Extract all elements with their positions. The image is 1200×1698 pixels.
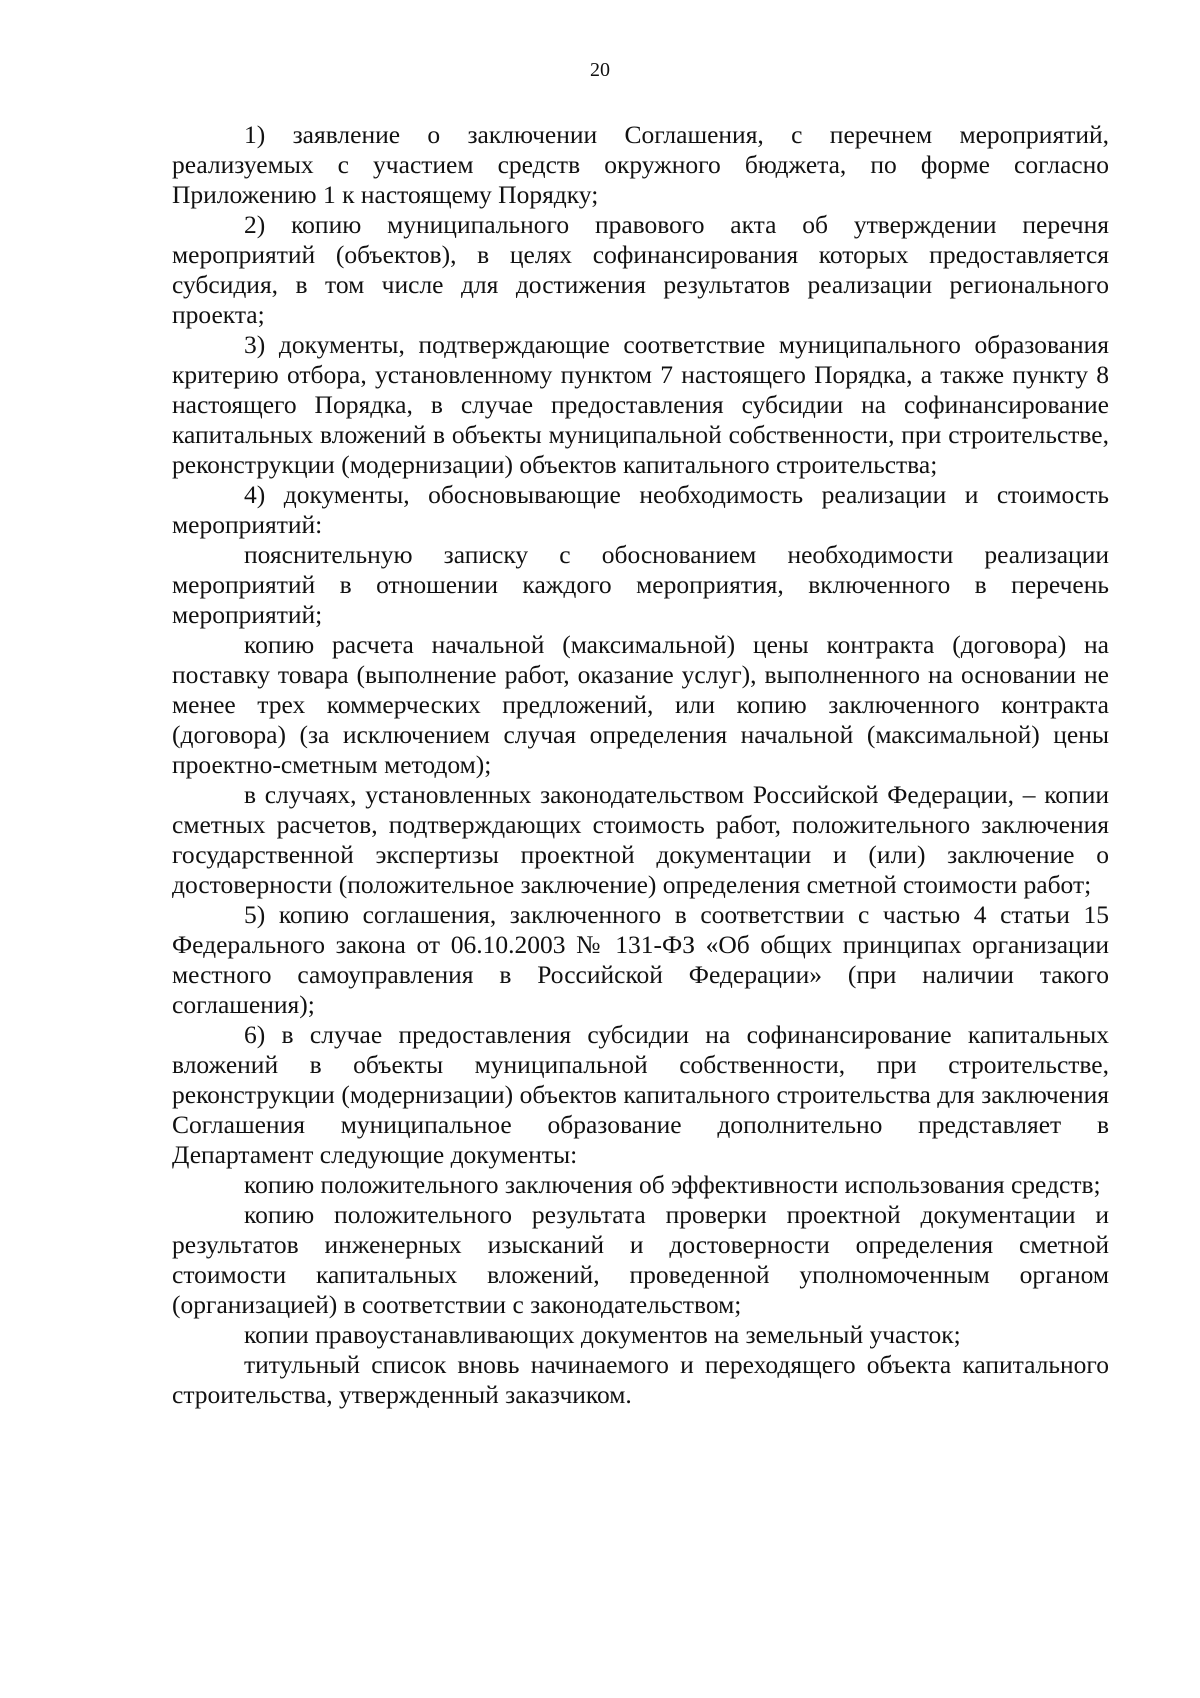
paragraph-item-6: 6) в случае предоставления субсидии на софинансирование капитальных вложений в объекты муниципальной собственности, при строительстве, реконструкции (модернизации) объектов капитального строительства для заключения Соглашения муниципальное образование дополнительно представляет в Департамент следующие документы: xyxy=(172,1020,1109,1169)
paragraph-title-list: титульный список вновь начинаемого и переходящего объекта капитального строительства, утвержденный заказчиком. xyxy=(172,1350,1109,1409)
page-number: 20 xyxy=(590,59,610,81)
paragraph-explanatory-note: пояснительную записку с обоснованием необходимости реализации мероприятий в отношении каждого мероприятия, включенного в перечень мероприятий; xyxy=(172,540,1109,629)
paragraph-land-documents: копии правоустанавливающих документов на земельный участок; xyxy=(244,1320,961,1349)
paragraph-item-5: 5) копию соглашения, заключенного в соответствии с частью 4 статьи 15 Федерального закона от 06.10.2003 № 131-ФЗ «Об общих принципах организации местного самоуправления в Российской Федерации» (при наличии такого соглашения); xyxy=(172,900,1109,1019)
paragraph-efficiency-conclusion: копию положительного заключения об эффективности использования средств; xyxy=(244,1170,1101,1199)
paragraph-item-1: 1) заявление о заключении Соглашения, с перечнем мероприятий, реализуемых с участием средств окружного бюджета, по форме согласно Приложению 1 к настоящему Порядку; xyxy=(172,120,1109,209)
paragraph-project-verification: копию положительного результата проверки проектной документации и результатов инженерных изысканий и достоверности определения сметной стоимости капитальных вложений, проведенной уполномоченным органом (организацией) в соответствии с законодательством; xyxy=(172,1200,1109,1319)
paragraph-item-3: 3) документы, подтверждающие соответствие муниципального образования критерию отбора, установленному пунктом 7 настоящего Порядка, а также пункту 8 настоящего Порядка, в случае предоставления субсидии на софинансирование капитальных вложений в объекты муниципальной собственности, при строительстве, реконструкции (модернизации) объектов капитального строительства; xyxy=(172,330,1109,479)
paragraph-item-2: 2) копию муниципального правового акта об утверждении перечня мероприятий (объектов), в целях софинансирования которых предоставляется субсидия, в том числе для достижения результатов реализации регионального проекта; xyxy=(172,210,1109,329)
document-body xyxy=(172,120,1109,1410)
paragraph-price-calculation: копию расчета начальной (максимальной) цены контракта (договора) на поставку товара (выполнение работ, оказание услуг), выполненного на основании не менее трех коммерческих предложений, или копию заключенного контракта (договора) (за исключением случая определения начальной (максимальной) цены проектно-сметным методом); xyxy=(172,630,1109,779)
paragraph-item-4: 4) документы, обосновывающие необходимость реализации и стоимость мероприятий: xyxy=(172,480,1109,539)
paragraph-estimate-copies: в случаях, установленных законодательством Российской Федерации, – копии сметных расчетов, подтверждающих стоимость работ, положительного заключения государственной экспертизы проектной документации и (или) заключение о достоверности (положительное заключение) определения сметной стоимости работ; xyxy=(172,780,1109,899)
